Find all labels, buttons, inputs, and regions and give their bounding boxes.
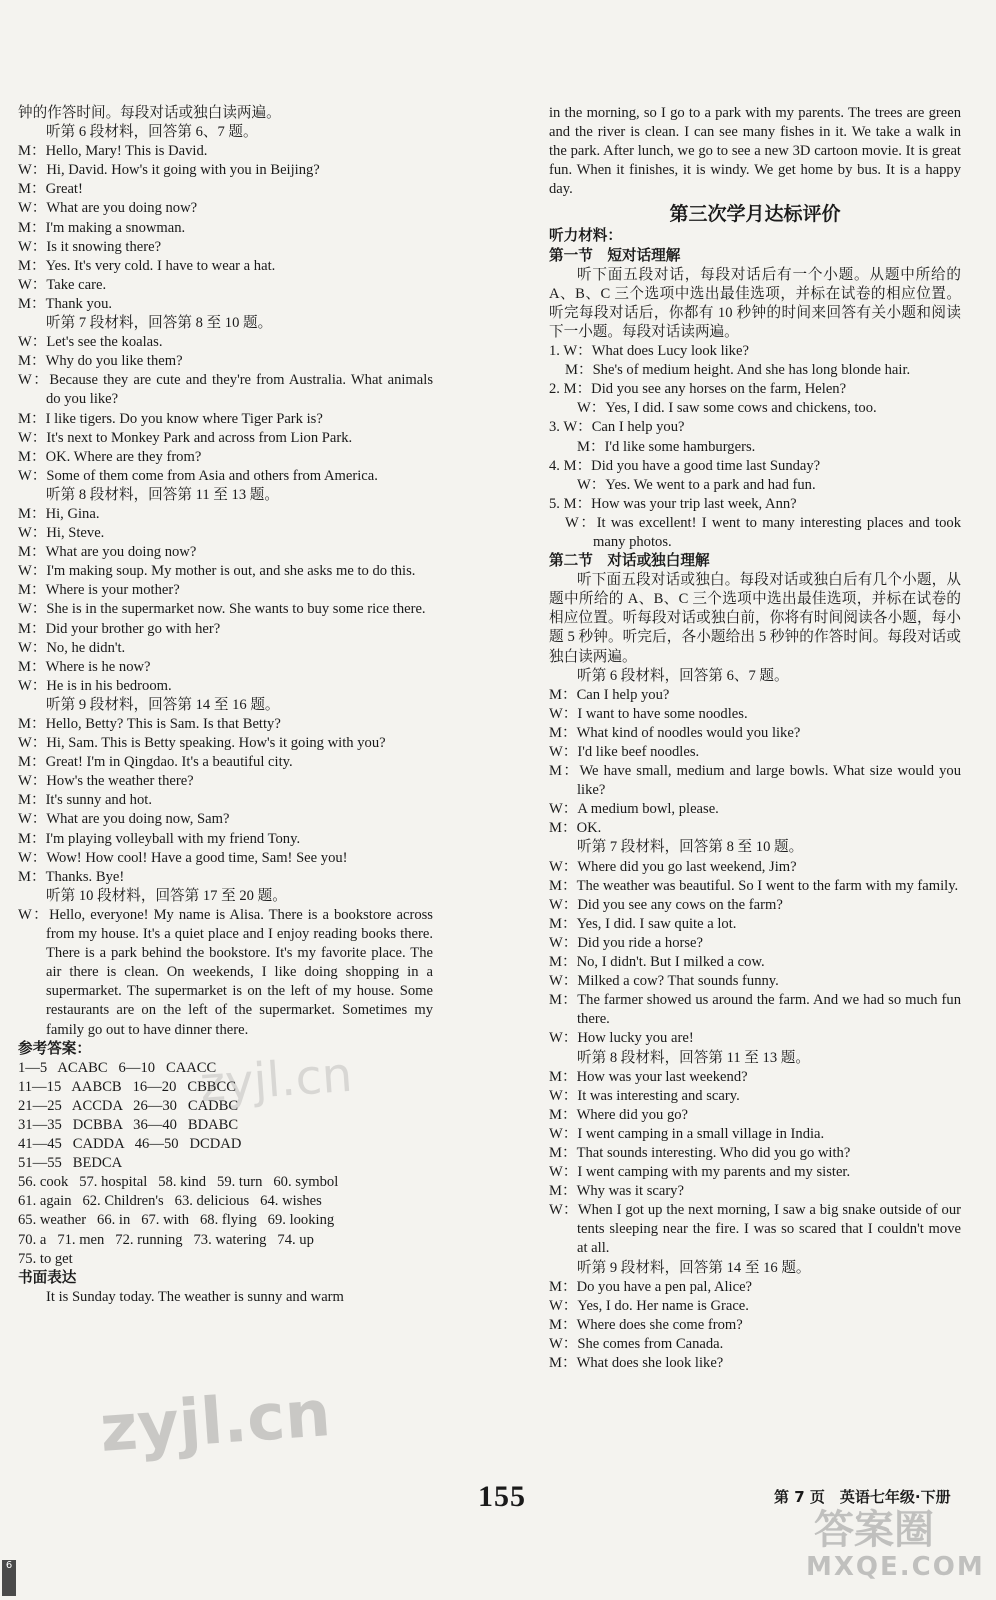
section-heading: 参考答案：: [18, 1040, 91, 1057]
text-line: M：Why do you like them?: [18, 353, 183, 370]
text-line: W：Where did you go last weekend, Jim?: [549, 858, 797, 875]
text-line: W：I'd like beef noodles.: [549, 744, 700, 760]
text-line: W：It was excellent! I went to many interesting places and took many photos.: [565, 514, 961, 550]
text-line: M：Where did you go?: [549, 1106, 689, 1123]
text-line: W：Yes, I do. Her name is Grace.: [549, 1297, 749, 1314]
answer-row: 75. to get: [18, 1250, 73, 1267]
text-line: 听第 10 段材料，回答第 17 至 20 题。: [46, 887, 287, 904]
text-line: M：What does she look like?: [549, 1355, 724, 1371]
corner-logo-top: 答案圈: [814, 1507, 934, 1553]
text-line: 1. W：What does Lucy look like?: [549, 343, 749, 360]
page-number: 155: [478, 1480, 526, 1513]
text-line: W：No, he didn't.: [18, 639, 126, 656]
text-line: W：Hi, Steve.: [18, 525, 105, 542]
corner-logo-url: MXQE.COM: [806, 1552, 985, 1582]
text-line: M：The weather was beautiful. So I went to the farm with my family.: [549, 877, 959, 894]
text-line: 听第 7 段材料，回答第 8 至 10 题。: [577, 839, 804, 856]
text-line: M：Thanks. Bye!: [18, 868, 125, 885]
text-line: W：Yes, I did. I saw some cows and chickens, too.: [577, 400, 877, 417]
text-line: M：She's of medium height. And she has long blonde hair.: [565, 362, 911, 379]
text-line: M：Where is your mother?: [18, 582, 180, 599]
text-line: M：Hello, Betty? This is Sam. Is that Betty?: [18, 716, 281, 732]
text-line: 听第 9 段材料，回答第 14 至 16 题。: [46, 696, 280, 713]
answer-row: 41—45 CADDA 46—50 DCDAD: [18, 1136, 242, 1153]
answer-row: 51—55 BEDCA: [18, 1155, 123, 1172]
text-line: M：No, I didn't. But I milked a cow.: [549, 954, 765, 971]
right-column: [549, 104, 961, 1373]
text-line: W：I went camping with my parents and my sister.: [549, 1164, 851, 1181]
text-line: W：It was interesting and scary.: [549, 1087, 740, 1104]
text-line: in the morning, so I go to a park with my parents. The trees are green and the river is clean. I can see many fishes in it. We take a walk in the park. After lunch, we go to see a new 3D cartoon movie. It is great fun. When it finishes, it is windy. We get home by bus. It is a happy day.: [549, 105, 961, 198]
answer-row: 21—25 ACCDA 26—30 CADBC: [18, 1097, 239, 1114]
answer-row: 31—35 DCBBA 36—40 BDABC: [18, 1116, 239, 1133]
text-line: M：It's sunny and hot.: [18, 792, 152, 809]
text-line: M：Can I help you?: [549, 686, 670, 703]
text-line: 3. W：Can I help you?: [549, 419, 685, 436]
text-line: W：She is in the supermarket now. She wants to buy some rice there.: [18, 601, 426, 618]
watermark-logo: zyjl.cn: [97, 1377, 333, 1467]
text-line: W：Because they are cute and they're from Australia. What animals do you like?: [18, 372, 433, 408]
text-line: M：What kind of noodles would you like?: [549, 724, 801, 741]
text-line: W：It's next to Monkey Park and across from Lion Park.: [18, 429, 353, 446]
section-heading: 第二节 对话或独白理解: [549, 553, 710, 570]
text-line: 2. M：Did you see any horses on the farm, Helen?: [549, 381, 847, 398]
text-line: W：How lucky you are!: [549, 1030, 694, 1047]
text-line: W：Is it snowing there?: [18, 238, 162, 255]
text-line: M：Yes, I did. I saw quite a lot.: [549, 915, 737, 932]
text-line: W：I'm making soup. My mother is out, and she asks me to do this.: [18, 563, 416, 580]
text-line: M：We have small, medium and large bowls. What size would you like?: [549, 763, 961, 799]
text-line: M：OK. Where are they from?: [18, 448, 202, 465]
text-line: W：She comes from Canada.: [549, 1335, 724, 1352]
section-heading: 第一节 短对话理解: [549, 247, 681, 264]
text-line: M：Do you have a pen pal, Alice?: [549, 1278, 753, 1295]
footer-page-info: 第 7 页 英语七年级·下册: [774, 1488, 951, 1506]
answer-row: 61. again 62. Children's 63. delicious 64. wishes: [18, 1193, 322, 1210]
text-line: M：I'd like some hamburgers.: [577, 438, 756, 455]
section-title: 第三次学月达标评价: [669, 203, 841, 226]
text-line: W：Yes. We went to a park and had fun.: [577, 476, 816, 493]
text-line: W：What are you doing now, Sam?: [18, 811, 230, 828]
text-line: W：Did you ride a horse?: [549, 934, 703, 951]
section-heading: 听力材料：: [549, 228, 622, 245]
text-line: W：A medium bowl, please.: [549, 801, 719, 818]
text-line: M：OK.: [549, 820, 602, 837]
text-line: M：Hi, Gina.: [18, 505, 100, 522]
text-line: 听第 9 段材料，回答第 14 至 16 题。: [577, 1259, 811, 1276]
text-line: M：How was your last weekend?: [549, 1068, 748, 1085]
text-line: M：Thank you.: [18, 295, 113, 312]
text-line: W：Did you see any cows on the farm?: [549, 896, 783, 913]
text-line: M：Great!: [18, 181, 83, 198]
answer-row: 11—15 AABCB 16—20 CBBCC: [18, 1078, 237, 1095]
text-line: W：Wow! How cool! Have a good time, Sam! See you!: [18, 849, 348, 866]
text-line: W：Some of them come from Asia and others from America.: [18, 467, 378, 484]
text-line: W：Hi, Sam. This is Betty speaking. How's it going with you?: [18, 735, 386, 752]
text-line: M：Where is he now?: [18, 658, 151, 675]
answer-row: 56. cook 57. hospital 58. kind 59. turn 60. symbol: [18, 1174, 339, 1191]
text-line: W：Hi, David. How's it going with you in Beijing?: [18, 162, 320, 179]
text-line: 4. M：Did you have a good time last Sunday?: [549, 457, 821, 474]
text-line: M：Why was it scary?: [549, 1183, 684, 1200]
text-line: M：I like tigers. Do you know where Tiger Park is?: [18, 410, 323, 427]
text-line: 听第 8 段材料，回答第 11 至 13 题。: [577, 1049, 810, 1066]
text-line: M：Great! I'm in Qingdao. It's a beautiful city.: [18, 754, 293, 771]
text-line: W：Hello, everyone! My name is Alisa. There is a bookstore across from my house. It's a quiet place and I enjoy reading books there. There is a park behind the bookstore. It's my favorite place. The air there is clean. On weekends, I like doing shopping in a supermarket. The supermarket is on the left of my house. Some restaurants are on the left of the supermarket. Sometimes my family go out to have dinner there.: [18, 906, 433, 1038]
text-line: It is Sunday today. The weather is sunny and warm: [46, 1288, 344, 1305]
text-line: M：I'm playing volleyball with my friend Tony.: [18, 830, 301, 847]
text-line: W：Take care.: [18, 276, 107, 293]
text-line: 听下面五段对话，每段对话后有一个小题。从题中所给的 A、B、C 三个选项中选出最佳选项，并标在试卷的相应位置。听完每段对话后，你都有 10 秒钟的时间来回答有关小题和阅读下一小题。每段对话读两遍。: [549, 266, 961, 340]
answer-row: 70. a 71. men 72. running 73. watering 74. up: [18, 1231, 314, 1248]
text-line: M：That sounds interesting. Who did you go with?: [549, 1144, 851, 1161]
text-line: 听第 8 段材料，回答第 11 至 13 题。: [46, 486, 279, 503]
text-line: M：What are you doing now?: [18, 544, 197, 561]
text-line: M：I'm making a snowman.: [18, 219, 186, 236]
text-line: M：Did your brother go with her?: [18, 620, 221, 637]
watermark-text: zyjl.cn: [198, 1046, 355, 1114]
section-heading: 书面表达: [18, 1269, 77, 1286]
text-line: W：Milked a cow? That sounds funny.: [549, 973, 779, 990]
answer-row: 1—5 ACABC 6—10 CAACC: [18, 1059, 217, 1076]
text-line: W：I went camping in a small village in India.: [549, 1125, 825, 1142]
text-line: 听第 7 段材料，回答第 8 至 10 题。: [46, 315, 273, 332]
edge-mark: 6: [2, 1560, 16, 1596]
text-line: M：Where does she come from?: [549, 1316, 743, 1333]
text-line: 5. M：How was your trip last week, Ann?: [549, 495, 797, 512]
corner-logo: [806, 1508, 996, 1600]
text-line: M：Yes. It's very cold. I have to wear a hat.: [18, 257, 276, 274]
text-line: 钟的作答时间。每段对话或独白读两遍。: [18, 105, 281, 121]
text-line: M：Hello, Mary! This is David.: [18, 143, 208, 160]
text-line: 听下面五段对话或独白。每段对话或独白后有几个小题，从题中所给的 A、B、C 三个选项中选出最佳选项，并标在试卷的相应位置。听每段对话或独白前，你将有时间阅读各小题，每小题 5 秒钟。听完后，各小题给出 5 秒钟的作答时间。每段对话或独白读两遍。: [549, 572, 961, 665]
text-line: W：Let's see the koalas.: [18, 334, 163, 351]
text-line: M：The farmer showed us around the farm. And we had so much fun there.: [549, 992, 961, 1028]
text-line: W：When I got up the next morning, I saw a big snake outside of our tents sleeping near the fire. I was so scared that I couldn't move at all.: [549, 1202, 961, 1257]
text-line: W：What are you doing now?: [18, 200, 198, 217]
text-line: W：How's the weather there?: [18, 773, 194, 790]
text-line: 听第 6 段材料，回答第 6、7 题。: [46, 124, 258, 141]
left-column: [18, 104, 433, 1307]
text-line: 听第 6 段材料，回答第 6、7 题。: [577, 667, 789, 684]
answer-row: 65. weather 66. in 67. with 68. flying 69. looking: [18, 1212, 335, 1229]
text-line: W：He is in his bedroom.: [18, 677, 172, 694]
text-line: W：I want to have some noodles.: [549, 705, 748, 722]
